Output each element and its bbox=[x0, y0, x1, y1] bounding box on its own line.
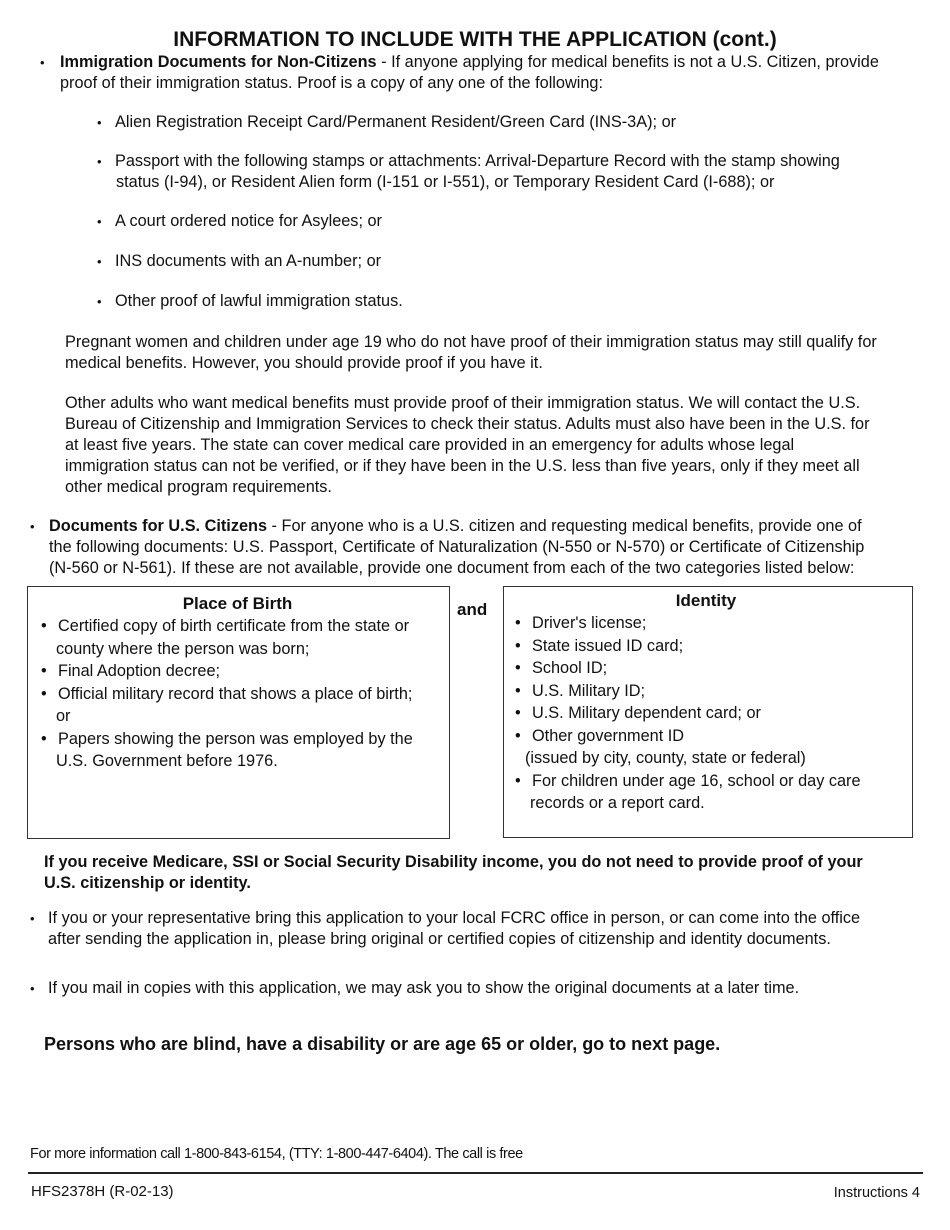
immigration-intro: Immigration Documents for Non-Citizens - If anyone applying for medical benefits is not a U.S. Citizen, provide proof of their immigration status. Proof is a copy of any one of the following: bbox=[60, 53, 879, 92]
list-item: • School ID; bbox=[508, 657, 904, 680]
pregnant-women-paragraph: Pregnant women and children under age 19 who do not have proof of their immigration status may still qualify for medical benefits. However, you should provide proof if you have it. bbox=[65, 333, 877, 372]
place-of-birth-box bbox=[27, 586, 450, 839]
medicare-notice: If you receive Medicare, SSI or Social Security Disability income, you do not need to provide proof of your U.S. citizenship or identity. bbox=[44, 853, 863, 892]
bullet: • bbox=[40, 55, 45, 70]
list-item: • U.S. Military ID; bbox=[508, 680, 904, 703]
list-item: • State issued ID card; bbox=[508, 635, 904, 658]
identity-list bbox=[508, 612, 904, 815]
next-page-note: Persons who are blind, have a disability or are age 65 or older, go to next page. bbox=[44, 1034, 721, 1054]
list-item: • Papers showing the person was employed by the bbox=[34, 728, 441, 751]
footer-info: For more information call 1-800-843-6154, (TTY: 1-800-447-6404). The call is free bbox=[30, 1146, 523, 1162]
list-item: records or a report card. bbox=[530, 794, 705, 812]
list-item: or bbox=[56, 707, 71, 725]
office-note: If you or your representative bring this application to your local FCRC office in person, or can come into the office after sending the application in, please bring original or certified copies of citizenship and identity documents. bbox=[48, 909, 861, 948]
list-item: (issued by city, county, state or federal) bbox=[525, 749, 806, 767]
immigration-heading: Immigration Documents for Non-Citizens bbox=[60, 53, 377, 71]
list-item: • For children under age 16, school or day care bbox=[508, 770, 904, 793]
immigration-item: Alien Registration Receipt Card/Permanent Resident/Green Card (INS-3A); or bbox=[115, 113, 677, 131]
page-label: Instructions 4 bbox=[833, 1185, 920, 1201]
list-item: • Driver's license; bbox=[508, 612, 904, 635]
list-item: • Final Adoption decree; bbox=[34, 660, 441, 683]
immigration-item: Passport with the following stamps or attachments: Arrival-Departure Record with the stamp showing status (I-94), or Resident Alien form (I-151 or I-551), or Temporary Resident Card (I-688); or bbox=[115, 152, 840, 191]
list-item: • Other government ID bbox=[508, 725, 904, 748]
and-label: and bbox=[457, 600, 488, 619]
identity-title: Identity bbox=[675, 591, 737, 610]
immigration-item: A court ordered notice for Asylees; or bbox=[115, 212, 382, 230]
identity-box bbox=[503, 586, 913, 838]
citizens-intro: Documents for U.S. Citizens - For anyone who is a U.S. citizen and requesting medical benefits, provide one of the following documents: U.S. Passport, Certificate of Naturalization (N-550 or N-570) or Certificate of Citizenship (N-560 or N-561). If these are not available, provide one document from each of the two categories listed below: bbox=[49, 517, 865, 577]
footer-divider bbox=[28, 1172, 923, 1174]
list-item: U.S. Government before 1976. bbox=[56, 752, 278, 770]
mail-note: If you mail in copies with this application, we may ask you to show the original documents at a later time. bbox=[48, 979, 800, 997]
other-adults-paragraph: Other adults who want medical benefits must provide proof of their immigration status. We will contact the U.S. Bureau of Citizenship and Immigration Services to check their status. Adults must also have been in the U.S. for at least five years. The state can cover medical care provided in an emergency for adults whose legal immigration status can not be verified, or if they have been in the U.S. less than five years, only if they meet all other medical program requirements. bbox=[65, 394, 870, 496]
page-title: INFORMATION TO INCLUDE WITH THE APPLICATION (cont.) bbox=[173, 28, 777, 51]
list-item: county where the person was born; bbox=[56, 639, 310, 658]
list-item: • Official military record that shows a place of birth; bbox=[34, 683, 441, 706]
place-of-birth-title: Place of Birth bbox=[182, 594, 293, 613]
form-number: HFS2378H (R-02-13) bbox=[31, 1183, 174, 1200]
immigration-item: Other proof of lawful immigration status. bbox=[115, 292, 403, 310]
immigration-item: INS documents with an A-number; or bbox=[115, 252, 382, 270]
list-item: • U.S. Military dependent card; or bbox=[508, 702, 904, 725]
list-item: • Certified copy of birth certificate from the state or bbox=[34, 615, 441, 638]
citizens-heading: Documents for U.S. Citizens bbox=[49, 517, 268, 535]
place-of-birth-list bbox=[34, 615, 441, 773]
